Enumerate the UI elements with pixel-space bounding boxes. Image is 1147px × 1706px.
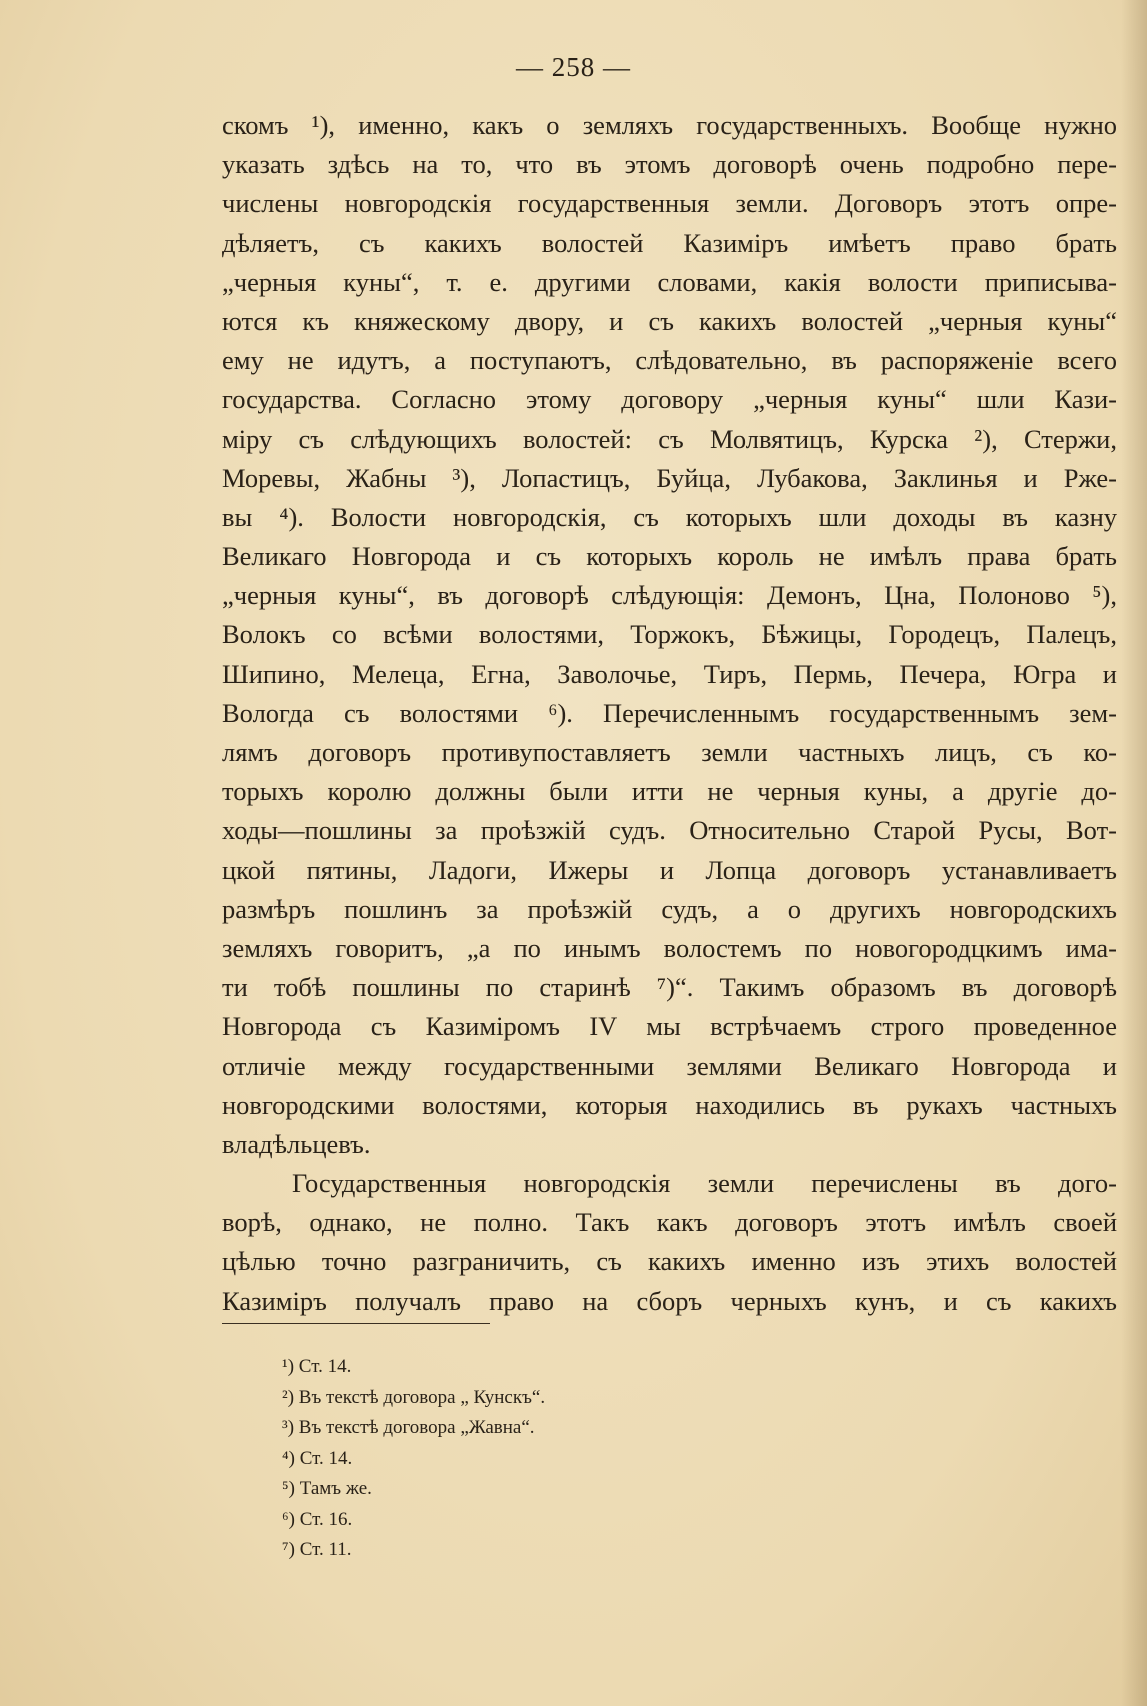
footnote: ⁶) Ст. 16. [282, 1508, 353, 1530]
body-line: ему не идутъ, а поступаютъ, слѣдовательно, въ распоряженіе всего [222, 345, 1117, 376]
body-line: размѣръ пошлинъ за проѣзжій судъ, а о другихъ новгородскихъ [222, 893, 1117, 924]
body-line: цѣлью точно разграничить, съ какихъ именно изъ этихъ волостей [222, 1246, 1117, 1277]
body-line: дѣляетъ, съ какихъ волостей Казиміръ имѣетъ право брать [222, 227, 1117, 258]
footnote: ³) Въ текстѣ договора „Жавна“. [282, 1417, 535, 1438]
body-line: Волокъ со всѣми волостями, Торжокъ, Бѣжицы, Городецъ, Палецъ, [222, 619, 1117, 650]
body-line: лямъ договоръ противупоставляетъ земли частныхъ лицъ, съ ко- [222, 737, 1117, 767]
body-text [222, 106, 1117, 1321]
body-line: владѣльцевъ. [222, 1128, 371, 1159]
body-line: отличіе между государственными землями Великаго Новгорода и [222, 1050, 1117, 1081]
body-line: ходы—пошлины за проѣзжій судъ. Относительно Старой Русы, Вот- [222, 815, 1117, 846]
body-line: вы ⁴). Волости новгородскія, съ которыхъ шли доходы въ казну [222, 501, 1117, 532]
footnote: ¹) Ст. 14. [282, 1356, 352, 1377]
body-line: скомъ ¹), именно, какъ о земляхъ государственныхъ. Вообще нужно [222, 110, 1117, 140]
footnote: ²) Въ текстѣ договора „ Кунскъ“. [282, 1386, 546, 1408]
body-line: торыхъ королю должны были итти не черныя куны, а другіе до- [222, 776, 1117, 807]
body-line: указать здѣсь на то, что въ этомъ договорѣ очень подробно пере- [222, 149, 1117, 180]
page-number: — 258 — [516, 52, 631, 82]
body-line: Моревы, Жабны ³), Лопастицъ, Буйца, Лубакова, Заклинья и Рже- [222, 462, 1117, 493]
paragraph-start-line: Государственныя новгородскія земли перечислены въ дого- [292, 1168, 1117, 1199]
body-line: Казиміръ получалъ право на сборъ черныхъ кунъ, и съ какихъ [222, 1285, 1117, 1316]
body-line: государства. Согласно этому договору „черныя куны“ шли Кази- [222, 384, 1117, 415]
body-line: „черныя куны“, въ договорѣ слѣдующія: Демонъ, Цна, Полоново ⁵), [222, 580, 1117, 611]
body-line: ются къ княжескому двору, и съ какихъ волостей „черныя куны“ [222, 305, 1117, 336]
footnote-separator [222, 1323, 490, 1324]
page-edge-shadow [1121, 0, 1147, 1706]
body-line: числены новгородскія государственныя земли. Договоръ этотъ опре- [222, 188, 1117, 219]
footnote: ⁷) Ст. 11. [282, 1539, 352, 1560]
footnote: ⁴) Ст. 14. [282, 1447, 353, 1469]
body-line: Великаго Новгорода и съ которыхъ король не имѣлъ права брать [222, 541, 1117, 572]
footnote: ⁵) Тамъ же. [282, 1478, 372, 1499]
body-line: новгородскими волостями, которыя находились въ рукахъ частныхъ [222, 1089, 1117, 1120]
body-line: Шипино, Мелеца, Егна, Заволочье, Тиръ, Пермь, Печера, Югра и [222, 658, 1117, 689]
body-line: „черныя куны“, т. е. другими словами, какія волости приписыва- [222, 266, 1117, 297]
body-line: земляхъ говоритъ, „а по инымъ волостемъ по новогородцкимъ има- [222, 932, 1117, 963]
body-line: Вологда съ волостями ⁶). Перечисленнымъ государственнымъ зем- [222, 697, 1117, 728]
body-line: цкой пятины, Ладоги, Ижеры и Лопца договоръ устанавливаетъ [222, 854, 1117, 885]
body-line: ти тобѣ пошлины по старинѣ ⁷)“. Такимъ образомъ въ договорѣ [222, 972, 1117, 1003]
body-line: Новгорода съ Казиміромъ IV мы встрѣчаемъ строго проведенное [222, 1011, 1117, 1042]
footnotes-list [282, 1352, 545, 1566]
body-line: ворѣ, однако, не полно. Такъ какъ договоръ этотъ имѣлъ своей [222, 1207, 1117, 1238]
body-line: міру съ слѣдующихъ волостей: съ Молвятицъ, Курска ²), Стержи, [222, 423, 1117, 454]
